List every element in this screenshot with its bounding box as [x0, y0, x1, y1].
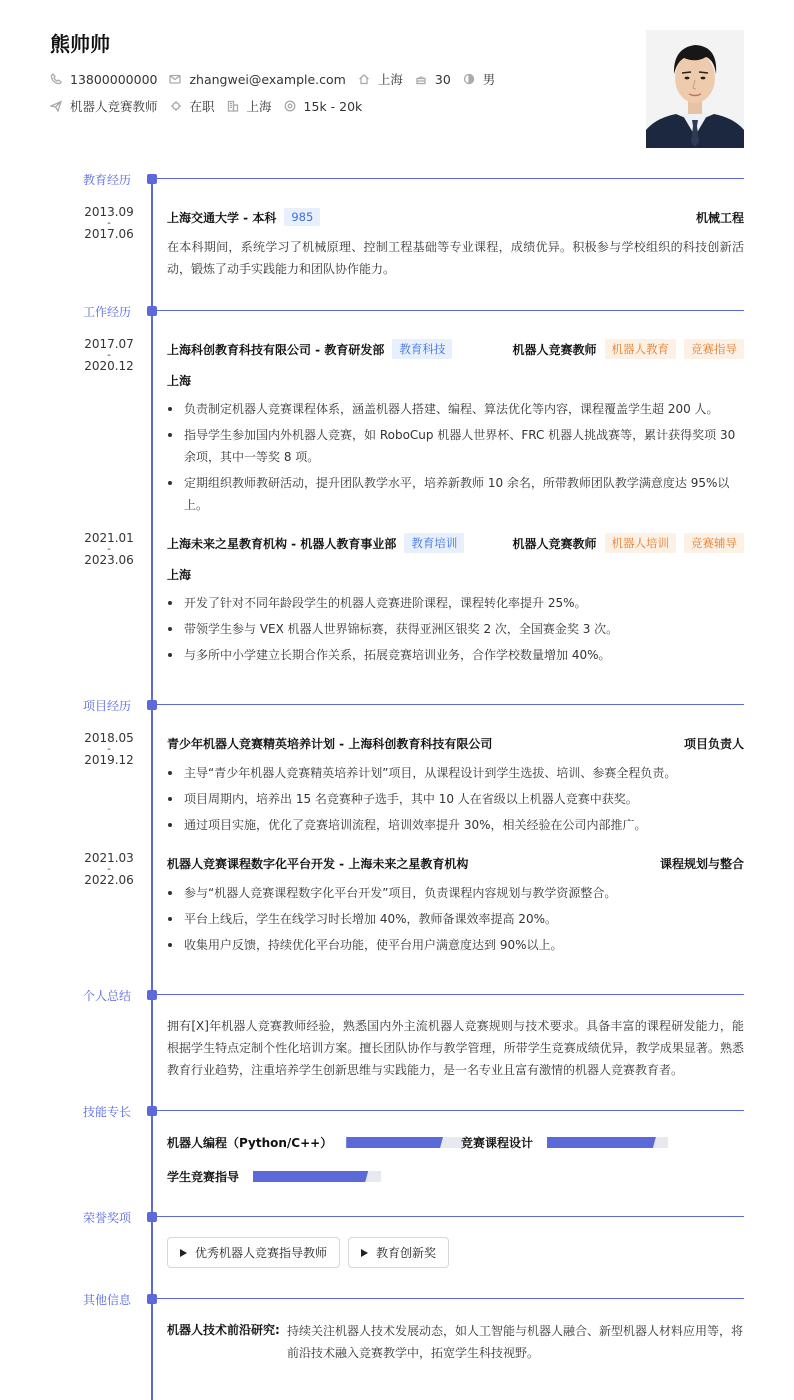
date-end: 2017.06 — [84, 227, 134, 241]
position-group — [512, 339, 744, 359]
skill-item — [461, 1134, 668, 1151]
position-tag: 机器人培训 — [605, 533, 677, 553]
timeline-dot — [147, 1294, 157, 1304]
date-end: 2020.12 — [84, 359, 134, 373]
job-intent-row — [50, 97, 374, 115]
timeline-dot — [147, 700, 157, 710]
job-text: 机器人竞赛教师 — [70, 99, 158, 114]
money-icon — [284, 100, 296, 112]
project-1-dates — [84, 732, 134, 767]
section-divider — [157, 994, 744, 995]
position-group — [512, 533, 744, 553]
date-start: 2021.01 — [84, 531, 134, 545]
education-header — [167, 207, 744, 227]
section-title-skills: 技能专长 — [83, 1105, 132, 1119]
company-name: 上海未来之星教育机构 - 机器人教育事业部 — [167, 536, 397, 551]
position-title: 机器人竞赛教师 — [512, 536, 597, 551]
city-item — [227, 97, 272, 115]
work-bullet: 指导学生参加国内外机器人竞赛，如 RoboCup 机器人世界杯、FRC 机器人挑战赛等，累计获得奖项 30 余项，其中一等奖 8 项。 — [167, 424, 744, 468]
email-item — [169, 72, 345, 87]
industry-tag: 教育科技 — [392, 339, 452, 359]
date-dash: - — [107, 744, 111, 755]
project-bullet: 平台上线后，学生在线学习时长增加 40%，教师备课效率提高 20%。 — [167, 908, 744, 930]
section-divider — [157, 1216, 744, 1217]
project-bullet: 通过项目实施，优化了竞赛培训流程，培训效率提升 30%，相关经验在公司内部推广。 — [167, 814, 744, 836]
section-divider — [157, 1110, 744, 1111]
date-dash: - — [107, 864, 111, 875]
work-bullet: 与多所中小学建立长期合作关系，拓展竞赛培训业务，合作学校数量增加 40%。 — [167, 644, 744, 666]
work-city: 上海 — [167, 374, 192, 388]
position-tag: 机器人教育 — [605, 339, 677, 359]
honor-label: 教育创新奖 — [376, 1246, 437, 1260]
date-end: 2019.12 — [84, 753, 134, 767]
date-start: 2021.03 — [84, 851, 134, 865]
age-icon — [415, 73, 427, 85]
candidate-name: 熊帅帅 — [50, 32, 110, 56]
play-icon — [361, 1249, 368, 1257]
company-name: 上海科创教育科技有限公司 - 教育研发部 — [167, 342, 385, 357]
profile-photo — [646, 30, 744, 148]
skill-bar-fill — [253, 1171, 368, 1182]
honor-badge — [348, 1237, 449, 1268]
status-icon — [170, 100, 182, 112]
play-icon — [180, 1249, 187, 1257]
skill-bar — [346, 1137, 467, 1148]
date-start: 2013.09 — [84, 205, 134, 219]
email-text: zhangwei@example.com — [189, 71, 346, 87]
position-tag: 竞赛辅导 — [684, 533, 744, 553]
salary-text: 15k - 20k — [303, 98, 363, 114]
school-tag: 985 — [284, 208, 320, 226]
project-bullet: 项目周期内，培养出 15 名竞赛种子选手，其中 10 人在省级以上机器人竞赛中获奖。 — [167, 788, 744, 810]
skill-name: 竞赛课程设计 — [461, 1136, 534, 1150]
education-description: 在本科期间，系统学习了机械原理、控制工程基础等专业课程，成绩优异。积极参与学校组织的科技创新活动，锻炼了动手实践能力和团队协作能力。 — [167, 240, 744, 276]
industry-tag: 教育培训 — [404, 533, 464, 553]
date-dash: - — [107, 218, 111, 229]
project-title: 青少年机器人竞赛精英培养计划 - 上海科创教育科技有限公司 — [167, 736, 493, 751]
other-info-label: 机器人技术前沿研究: — [167, 1323, 280, 1337]
city-text: 上海 — [246, 99, 272, 114]
other-info-text: 持续关注机器人技术发展动态，如人工智能与机器人融合、新型机器人材料应用等，将前沿技术融入竞赛教学中，拓宽学生科技视野。 — [287, 1324, 744, 1360]
gender-text: 男 — [482, 72, 496, 87]
salary-item — [284, 99, 363, 114]
mail-icon — [169, 73, 181, 85]
project-bullet: 主导“青少年机器人竞赛精英培养计划”项目，从课程设计到学生选拔、培训、参赛全程负责。 — [167, 762, 744, 784]
work-bullet: 带领学生参与 VEX 机器人世界锦标赛，获得亚洲区银奖 2 次，全国赛金奖 3 次。 — [167, 618, 744, 640]
timeline-dot — [147, 1106, 157, 1116]
section-divider — [157, 178, 744, 179]
location-text: 上海 — [377, 72, 403, 87]
school-name: 上海交通大学 - 本科 — [167, 210, 277, 225]
phone-item — [50, 72, 157, 87]
section-title-education: 教育经历 — [83, 173, 132, 187]
skill-name: 学生竞赛指导 — [167, 1170, 240, 1184]
building-icon — [227, 100, 239, 112]
section-title-honors: 荣誉奖项 — [83, 1211, 132, 1225]
date-end: 2022.06 — [84, 873, 134, 887]
timeline-dot — [147, 990, 157, 1000]
project-1-header — [167, 733, 744, 753]
timeline-dot — [147, 174, 157, 184]
work-city: 上海 — [167, 568, 192, 582]
skill-name: 机器人编程（Python/C++） — [167, 1136, 333, 1150]
phone-icon — [50, 73, 62, 85]
project-role: 课程规划与整合 — [659, 856, 744, 871]
skill-bar — [253, 1171, 381, 1182]
project-2-header — [167, 853, 744, 873]
skill-bar — [547, 1137, 668, 1148]
gender-item — [463, 70, 496, 88]
position-title: 机器人竞赛教师 — [512, 342, 597, 357]
skill-item — [167, 1134, 467, 1151]
work-bullet: 定期组织教师教研活动，提升团队教学水平，培养新教师 10 余名，所带教师团队教学满意度达 95%以上。 — [167, 472, 744, 516]
location-item — [358, 70, 403, 88]
project-bullet: 收集用户反馈，持续优化平台功能，使平台用户满意度达到 90%以上。 — [167, 934, 744, 956]
major: 机械工程 — [695, 210, 744, 225]
send-icon — [50, 100, 62, 112]
section-divider — [157, 704, 744, 705]
honor-badge — [167, 1237, 340, 1268]
project-role: 项目负责人 — [683, 736, 744, 751]
age-text: 30 — [434, 71, 451, 87]
timeline-dot — [147, 306, 157, 316]
date-start: 2017.07 — [84, 337, 134, 351]
section-divider — [157, 310, 744, 311]
project-bullet: 参与“机器人竞赛课程数字化平台开发”项目，负责课程内容规划与教学资源整合。 — [167, 882, 744, 904]
work-bullet: 负责制定机器人竞赛课程体系，涵盖机器人搭建、编程、算法优化等内容，课程覆盖学生超 200 人。 — [167, 398, 744, 420]
work-2-header — [167, 533, 744, 553]
date-start: 2018.05 — [84, 731, 134, 745]
contact-row — [50, 70, 507, 88]
skill-item — [167, 1168, 381, 1185]
section-title-summary: 个人总结 — [83, 989, 132, 1003]
honor-label: 优秀机器人竞赛指导教师 — [195, 1246, 328, 1260]
education-dates — [84, 206, 134, 241]
age-item — [415, 72, 451, 87]
phone-text: 13800000000 — [70, 71, 158, 87]
date-dash: - — [107, 350, 111, 361]
section-divider — [157, 1298, 744, 1299]
work-1-dates — [84, 338, 134, 373]
job-item — [50, 97, 158, 115]
section-title-work: 工作经历 — [83, 305, 132, 319]
status-text: 在职 — [189, 99, 215, 114]
section-title-other: 其他信息 — [83, 1293, 132, 1307]
project-2-dates — [84, 852, 134, 887]
skill-bar-fill — [346, 1137, 443, 1148]
work-bullet: 开发了针对不同年龄段学生的机器人竞赛进阶课程，课程转化率提升 25%。 — [167, 592, 744, 614]
status-item — [170, 97, 215, 115]
summary-text: 拥有[X]年机器人竞赛教师经验，熟悉国内外主流机器人竞赛规则与技术要求。具备丰富的课程研发能力，能根据学生特点定制个性化培训方案。擅长团队协作与教学管理，所带学生竞赛成绩优异，教学成果显著。熟悉教育行业趋势，注重培养学生创新思维与实践能力，是一名专业且富有激情的机器人竞赛教育者。 — [167, 1019, 744, 1077]
section-title-projects: 项目经历 — [83, 699, 132, 713]
position-tag: 竞赛指导 — [684, 339, 744, 359]
project-title: 机器人竞赛课程数字化平台开发 - 上海未来之星教育机构 — [167, 856, 469, 871]
skill-bar-fill — [547, 1137, 656, 1148]
work-2-dates — [84, 532, 134, 567]
home-icon — [358, 73, 370, 85]
gender-icon — [463, 73, 475, 85]
date-dash: - — [107, 544, 111, 555]
date-end: 2023.06 — [84, 553, 134, 567]
work-1-header — [167, 339, 744, 359]
timeline-dot — [147, 1212, 157, 1222]
